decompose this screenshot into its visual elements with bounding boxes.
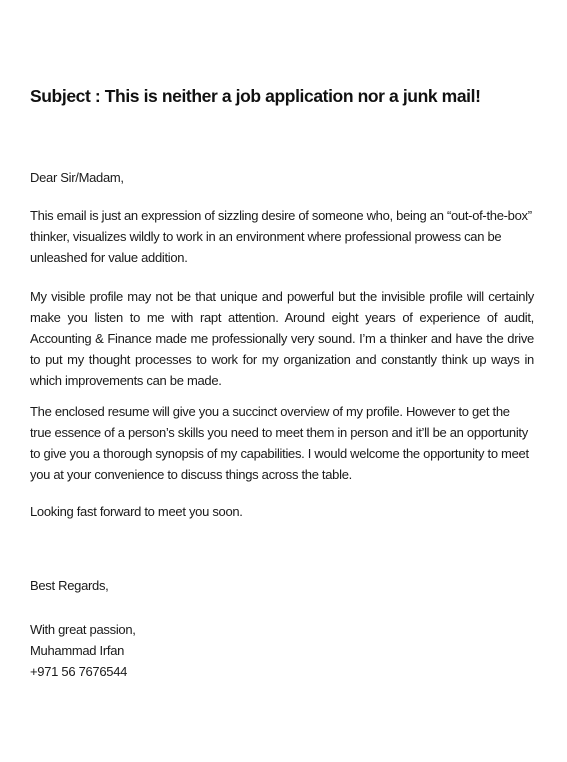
- signature-phone: +971 56 7676544: [30, 664, 128, 679]
- letter-closing: Best Regards,: [30, 578, 109, 593]
- letter-paragraph-1: This email is just an expression of sizzling desire of someone who, being an “out-of-the-box” thinker, visualizes wildly to work in an environment where professional prowess can be unleashed for value addition.: [30, 208, 532, 265]
- signature-line: With great passion,: [30, 622, 136, 637]
- letter-greeting: Dear Sir/Madam,: [30, 170, 124, 185]
- letter-paragraph-4: Looking fast forward to meet you soon.: [30, 504, 243, 519]
- signature-block: [30, 619, 136, 682]
- letter-subject: Subject : This is neither a job application nor a junk mail!: [30, 86, 481, 106]
- letter-paragraph-3: The enclosed resume will give you a succinct overview of my profile. However to get the true essence of a person’s skills you need to meet them in person and it’ll be an opportunity to give you a thorough synopsis of my capabilities. I would welcome the opportunity to meet you at your convenience to discuss things across the table.: [30, 404, 529, 482]
- letter-paragraph-2: My visible profile may not be that unique and powerful but the invisible profile will certainly make you listen to me with rapt attention. Around eight years of experience of audit, Accounting & Finance made me professionally very sound. I’m a thinker and have the drive to put my thought processes to work for my organization and constantly think up ways in which improvements can be made.: [30, 289, 534, 388]
- signature-name: Muhammad Irfan: [30, 643, 125, 658]
